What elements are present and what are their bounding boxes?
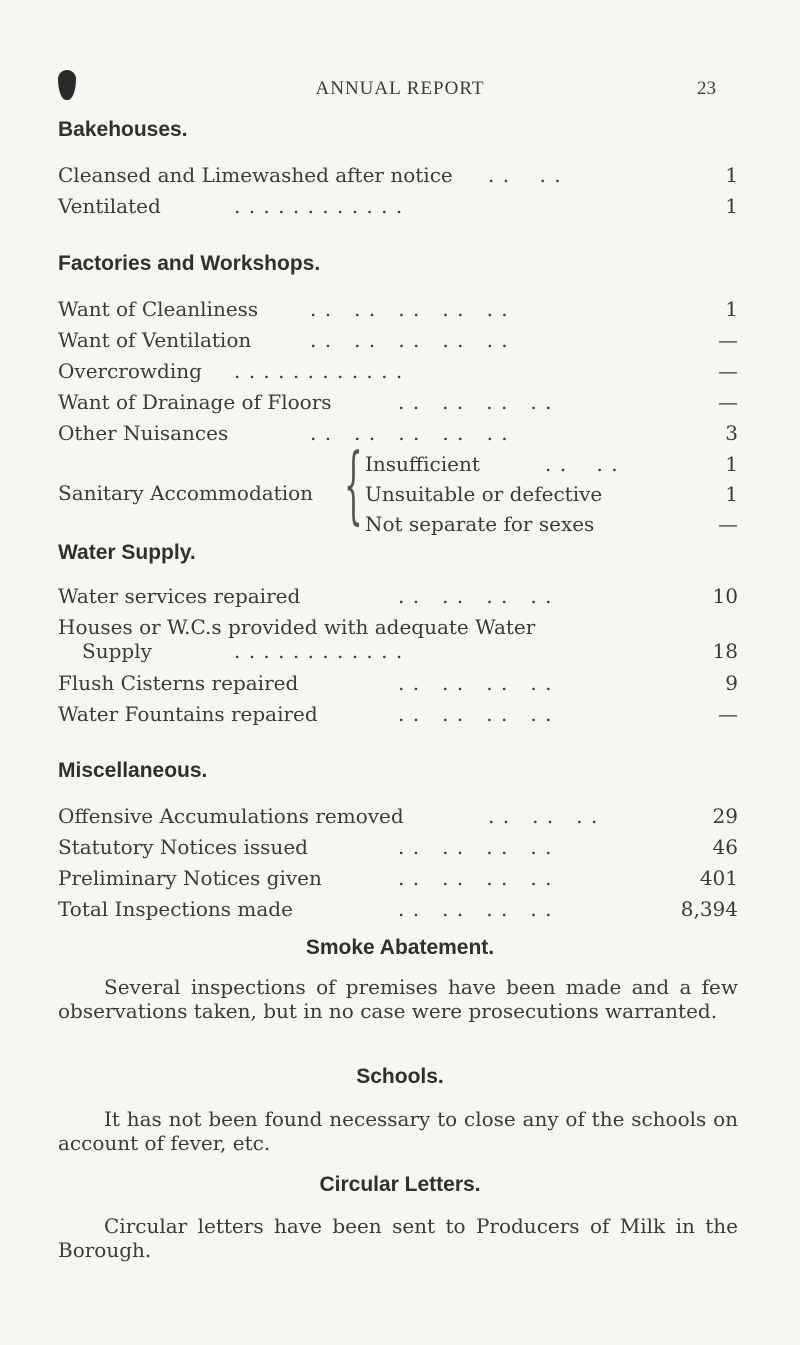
leader-dots: . . . . . . . . . .	[310, 421, 509, 445]
leader-dots: . . . . . . . .	[398, 584, 553, 608]
row-label: Insufficient	[365, 452, 480, 476]
row-label: Want of Drainage of Floors	[58, 390, 332, 414]
row-value: 1	[725, 194, 738, 218]
row-value: —	[718, 359, 738, 383]
table-row	[365, 509, 738, 539]
leader-dots: . . . . . . . . . . . .	[234, 194, 404, 218]
brace-glyph: {	[344, 435, 363, 533]
page-number: 23	[697, 78, 716, 99]
row-label: Flush Cisterns repaired	[58, 671, 299, 695]
table-row	[58, 418, 738, 448]
row-value: —	[718, 328, 738, 352]
row-label: Want of Cleanliness	[58, 297, 259, 321]
table-row	[365, 479, 738, 509]
leader-dots: . . . . . . . . . . . .	[234, 639, 404, 663]
table-row	[58, 832, 738, 862]
row-value: —	[718, 390, 738, 414]
table-row	[58, 581, 738, 611]
row-label: Offensive Accumulations removed	[58, 804, 404, 828]
row-label: Cleansed and Limewashed after notice	[58, 163, 453, 187]
row-label: Supply	[82, 639, 152, 663]
row-value: 401	[699, 866, 738, 890]
table-row	[58, 191, 738, 221]
circular-heading: Circular Letters.	[319, 1173, 481, 1196]
table-row	[365, 449, 738, 479]
leader-dots: . . . .	[488, 163, 562, 187]
factories-heading: Factories and Workshops.	[58, 252, 321, 275]
circular-text: Circular letters have been sent to Producers of Milk in the Borough.	[58, 1214, 738, 1262]
misc-heading: Miscellaneous.	[58, 759, 208, 782]
leader-dots: . . . . . . . .	[398, 390, 553, 414]
row-value: —	[718, 702, 738, 726]
leader-dots: . . . . . . . . . .	[310, 328, 509, 352]
schools-text: It has not been found necessary to close any of the schools on account of fever, etc.	[58, 1107, 738, 1155]
row-value: 9	[725, 671, 738, 695]
bakehouses-heading: Bakehouses.	[58, 118, 188, 141]
row-label: Statutory Notices issued	[58, 835, 308, 859]
row-label: Total Inspections made	[58, 897, 293, 921]
leader-dots: . . . . . . . .	[398, 671, 553, 695]
row-label: Water Fountains repaired	[58, 702, 318, 726]
table-row	[58, 325, 738, 355]
schools-paragraph	[58, 1107, 738, 1155]
leader-dots: . . . . . . . .	[398, 866, 553, 890]
table-row	[58, 160, 738, 190]
table-row	[58, 894, 738, 924]
row-value: 46	[712, 835, 738, 859]
row-label: Other Nuisances	[58, 421, 229, 445]
row-value: 18	[712, 639, 738, 663]
table-row	[58, 387, 738, 417]
table-row	[58, 668, 738, 698]
smoke-heading: Smoke Abatement.	[305, 936, 495, 959]
table-row	[58, 863, 738, 893]
row-value: 1	[725, 452, 738, 476]
smoke-paragraph	[58, 975, 738, 1023]
row-label: Want of Ventilation	[58, 328, 252, 352]
row-value: 8,394	[680, 897, 738, 921]
leader-dots: . . . . . . . . . .	[310, 297, 509, 321]
leader-dots: . . . . . . . .	[398, 835, 553, 859]
row-label: Not separate for sexes	[365, 512, 595, 536]
table-row	[58, 699, 738, 729]
row-value: 29	[712, 804, 738, 828]
circular-paragraph	[58, 1214, 738, 1262]
table-row	[58, 801, 738, 831]
row-label: Ventilated	[58, 194, 161, 218]
running-header: ANNUAL REPORT	[315, 78, 485, 99]
smoke-text: Several inspections of premises have been made and a few observations taken, but in no case were prosecutions warranted.	[58, 975, 738, 1023]
row-value: 3	[725, 421, 738, 445]
table-row	[58, 294, 738, 324]
table-row	[58, 356, 738, 386]
row-label: Houses or W.C.s provided with adequate Water	[58, 615, 536, 639]
row-label: Overcrowding	[58, 359, 202, 383]
leader-dots: . . . . . . . .	[398, 897, 553, 921]
row-value: —	[718, 512, 738, 536]
table-row	[58, 636, 738, 666]
schools-heading: Schools.	[356, 1065, 444, 1088]
leader-dots: . . . . . . . .	[398, 702, 553, 726]
row-value: 1	[725, 163, 738, 187]
row-value: 10	[712, 584, 738, 608]
water-heading: Water Supply.	[58, 541, 196, 564]
row-label: Preliminary Notices given	[58, 866, 322, 890]
row-value: 1	[725, 482, 738, 506]
leader-dots: . . . . . . . . . . . .	[234, 359, 404, 383]
sanitary-label: Sanitary Accommodation	[58, 481, 314, 505]
row-value: 1	[725, 297, 738, 321]
leader-dots: . . . . . .	[488, 804, 599, 828]
row-label: Water services repaired	[58, 584, 301, 608]
row-label: Unsuitable or defective	[365, 482, 603, 506]
leader-dots: . . . .	[545, 452, 619, 476]
